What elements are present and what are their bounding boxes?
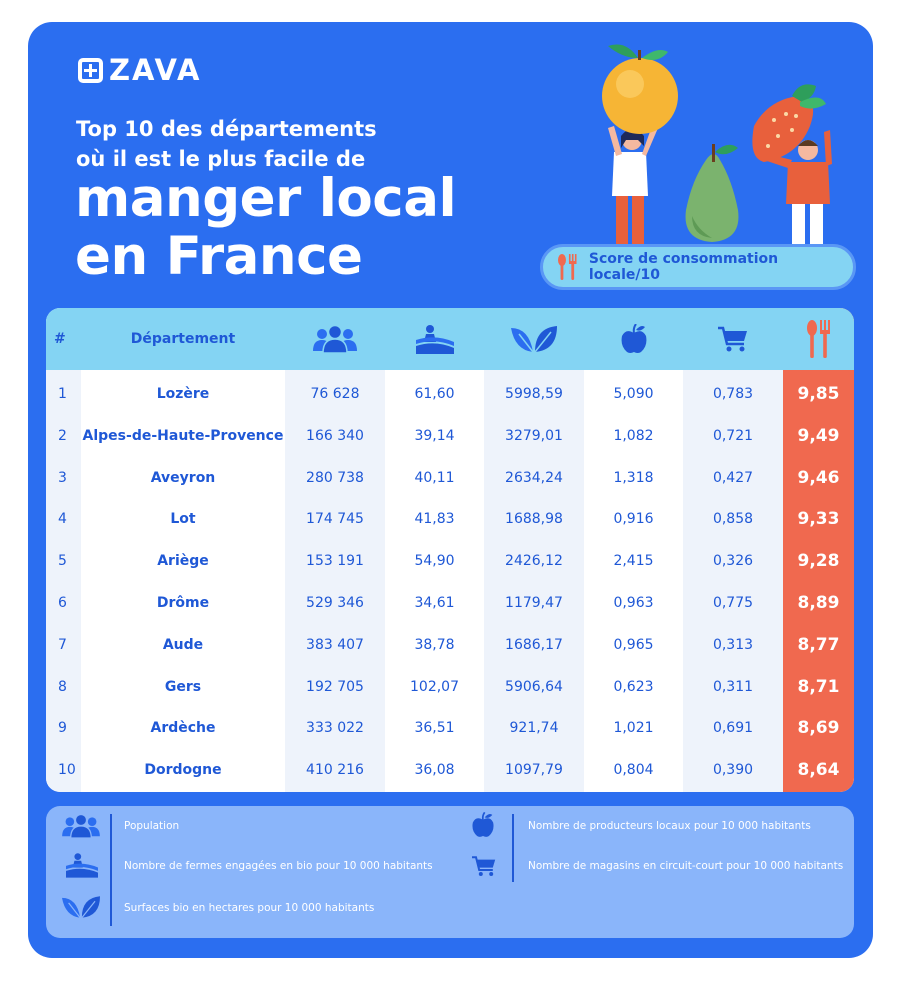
legend-stores: Nombre de magasins en circuit-court pour 10 000 habitants [528,860,844,872]
score-legend-pill [540,244,856,290]
cell-score: 8,71 [797,676,840,697]
cell-score: 9,33 [797,509,840,530]
legend-panel [46,806,854,938]
title-line-1: manger local [75,168,457,229]
leaves-icon [511,324,557,354]
cell-score: 9,28 [797,551,840,572]
orange-fruit [602,45,678,135]
page-title [75,170,456,286]
cell-department: Alpes-de-Haute-Provence [82,427,284,444]
cell-population: 333 022 [306,720,364,737]
table-row [46,457,854,499]
cell-surfaces: 3279,01 [505,427,563,444]
legend-divider-right [512,814,514,882]
cell-surfaces: 1097,79 [505,762,563,779]
cell-farms: 54,90 [414,553,455,570]
cell-farms: 41,83 [414,511,455,528]
cell-producers: 0,623 [613,678,654,695]
cell-stores: 0,691 [712,720,754,737]
cutlery-icon [557,253,579,281]
fruits-illustration [588,40,858,250]
cell-score: 8,89 [797,593,840,613]
cell-producers: 0,963 [613,595,654,611]
apple-icon [621,324,647,354]
cross-icon [78,58,103,83]
leaves-icon [62,894,100,920]
cell-stores: 0,311 [712,678,754,695]
table-row [46,749,854,791]
cell-department: Lot [170,511,196,528]
header-stores [683,308,783,370]
pear-fruit [686,144,739,242]
people-icon [62,814,100,838]
cell-population: 76 628 [310,386,360,402]
cell-population: 192 705 [306,678,364,695]
header-department: Département [130,331,236,347]
cell-stores: 0,326 [712,553,754,570]
woman-figure [608,126,658,245]
cell-farms: 39,14 [414,427,455,444]
cell-producers: 0,916 [613,511,654,528]
legend-divider-left [110,814,112,926]
cell-rank: 5 [58,553,67,570]
legend-surfaces: Surfaces bio en hectares pour 10 000 habitants [124,902,375,914]
cell-producers: 0,965 [613,636,654,653]
cell-farms: 102,07 [410,678,459,695]
cell-population: 153 191 [306,553,364,570]
cell-rank: 1 [58,386,67,402]
cell-farms: 38,78 [414,636,455,653]
cell-score: 8,69 [797,718,840,739]
cell-score: 9,46 [797,467,840,488]
cell-stores: 0,427 [712,469,754,486]
cell-rank: 3 [58,469,67,486]
subtitle [76,114,377,174]
header-surfaces [484,308,584,370]
cutlery-icon [806,319,832,359]
apple-icon [472,812,494,838]
cell-farms: 61,60 [414,386,455,402]
cell-producers: 0,804 [613,762,654,779]
legend-producers: Nombre de producteurs locaux pour 10 000 habitants [528,820,811,832]
cell-farms: 36,51 [414,720,455,737]
subtitle-line-1: Top 10 des départements [76,117,377,141]
cell-surfaces: 5906,64 [505,678,563,695]
cell-score: 8,77 [797,634,840,655]
cell-population: 410 216 [306,762,364,779]
cell-department: Dordogne [144,762,222,779]
brand-name: ZAVA [109,53,202,87]
table-row [46,582,854,624]
cell-department: Drôme [156,595,210,611]
cell-producers: 5,090 [613,386,654,402]
cell-department: Gers [164,678,202,695]
table-row [46,415,854,457]
cell-surfaces: 921,74 [509,720,559,737]
cell-population: 529 346 [306,595,364,611]
header-rank: # [54,331,66,347]
cell-surfaces: 2634,24 [505,469,563,486]
cell-stores: 0,313 [712,636,754,653]
header-score [783,308,854,370]
cell-department: Aude [162,636,204,653]
cell-department: Ardèche [150,720,216,737]
cell-score: 9,49 [797,425,840,446]
cell-department: Aveyron [150,469,216,486]
cell-rank: 4 [58,511,67,528]
header-producers [584,308,683,370]
cell-rank: 9 [58,720,67,737]
subtitle-line-2: où il est le plus facile de [76,147,366,171]
cell-stores: 0,721 [712,427,754,444]
table-row [46,624,854,666]
farm-icon [66,852,98,878]
cell-surfaces: 1686,17 [505,636,563,653]
cell-rank: 2 [58,427,67,444]
cell-rank: 8 [58,678,67,695]
table-row [46,666,854,708]
table-row [46,498,854,540]
cell-producers: 2,415 [613,553,654,570]
cell-stores: 0,775 [712,595,754,611]
cell-stores: 0,858 [712,511,754,528]
cell-producers: 1,318 [613,469,654,486]
cell-farms: 34,61 [414,595,455,611]
cell-population: 174 745 [306,511,364,528]
cell-stores: 0,390 [712,762,754,779]
cell-population: 383 407 [306,636,364,653]
header-farms [385,308,484,370]
farm-icon [416,324,454,354]
cell-surfaces: 2426,12 [505,553,563,570]
infographic-card [28,22,873,958]
cell-rank: 6 [58,595,67,611]
zava-logo [78,53,202,87]
table-row [46,707,854,749]
cell-stores: 0,783 [712,386,754,402]
cell-score: 9,85 [797,384,840,404]
cell-farms: 40,11 [414,469,455,486]
cell-rank: 7 [58,636,67,653]
legend-population: Population [124,820,180,832]
cell-rank: 10 [58,762,76,779]
cell-surfaces: 5998,59 [505,386,563,402]
cell-score: 8,64 [797,760,840,781]
score-legend-label: Score de consommation locale/10 [588,251,779,283]
table-row [46,540,854,582]
cell-surfaces: 1688,98 [505,511,563,528]
cell-department: Lozère [156,386,210,402]
cell-population: 166 340 [306,427,364,444]
legend-farms: Nombre de fermes engagées en bio pour 10 000 habitants [124,860,433,872]
cell-farms: 36,08 [414,762,455,779]
cart-icon [472,854,496,878]
cell-population: 280 738 [306,469,364,486]
table-row [46,373,854,415]
title-line-2: en France [75,226,363,287]
cell-producers: 1,021 [613,720,654,737]
header-population [285,308,385,370]
people-icon [313,325,357,353]
cell-department: Ariège [157,553,209,570]
cart-icon [718,325,748,353]
cell-surfaces: 1179,47 [505,595,563,611]
cell-producers: 1,082 [613,427,654,444]
ranking-table [46,308,854,792]
